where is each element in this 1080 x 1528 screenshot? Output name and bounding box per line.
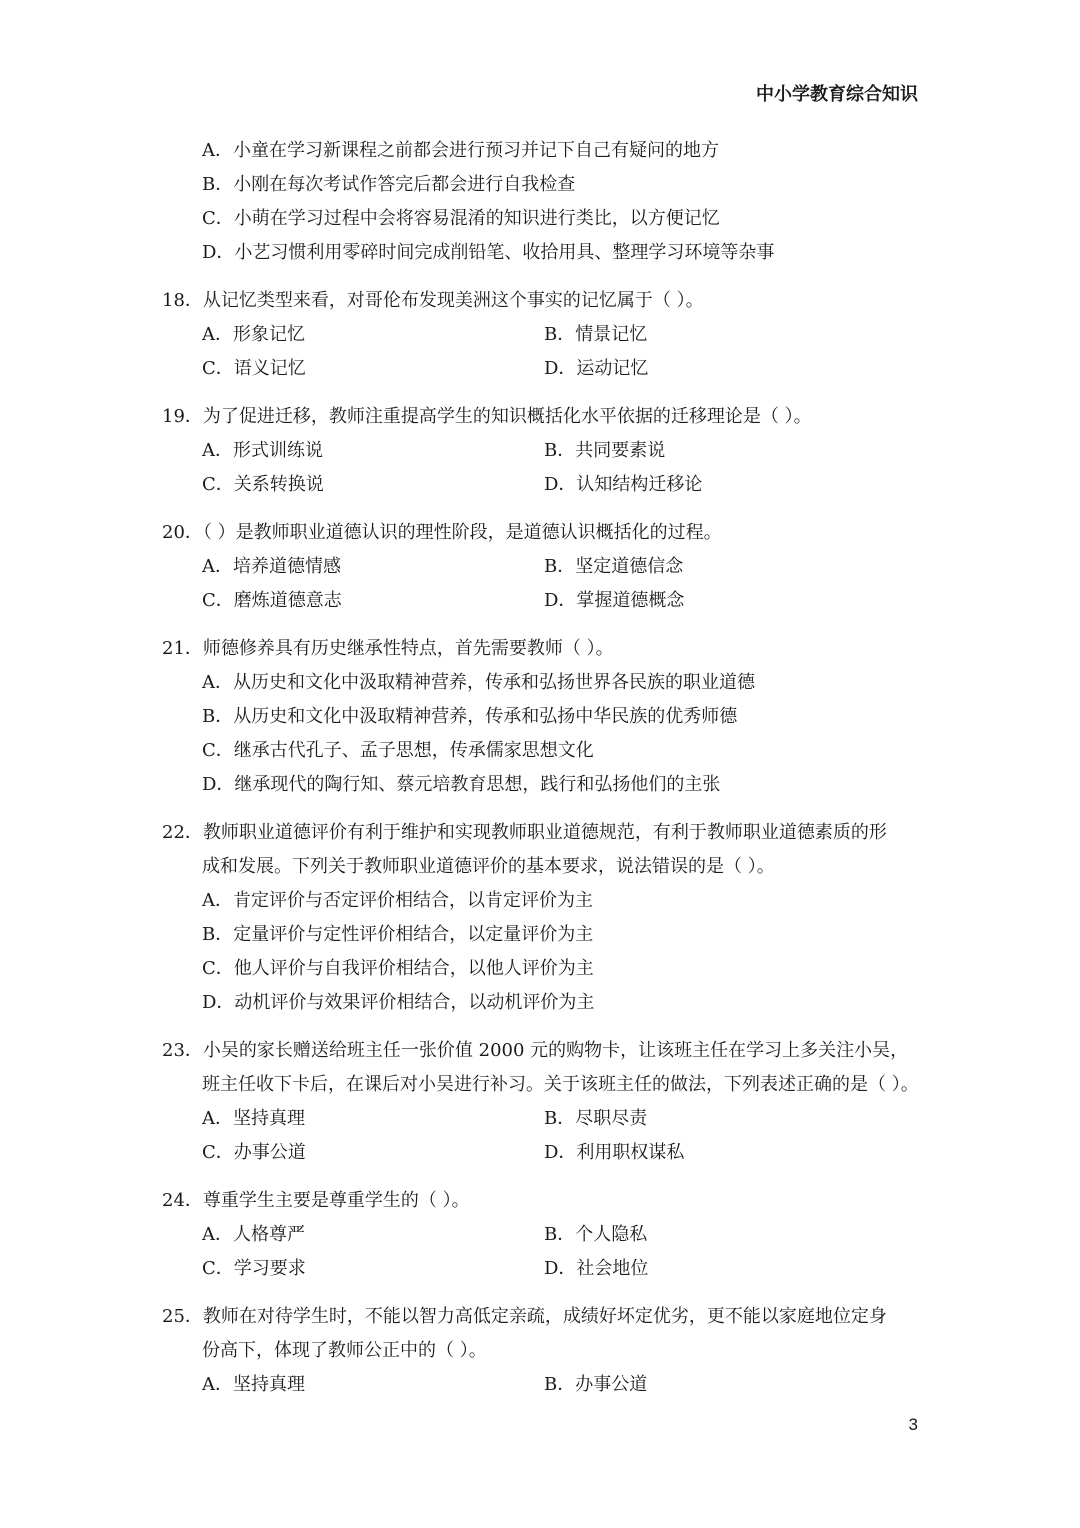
option-item: D．利用职权谋私: [544, 1142, 685, 1163]
question-stem: 20．（ ）是教师职业道德认识的理性阶段，是道德认识概括化的过程。: [162, 522, 722, 543]
option-row: [202, 1218, 932, 1252]
question-stem: 班主任收下卡后，在课后对小吴进行补习。关于该班主任的做法，下列表述正确的是（ ）。: [202, 1074, 919, 1095]
option-item: B．个人隐私: [544, 1224, 648, 1245]
option-item: A．形式训练说: [202, 440, 323, 461]
option-item: B．共同要素说: [544, 440, 666, 461]
option-row: [202, 1252, 932, 1286]
option-item: A．小童在学习新课程之前都会进行预习并记下自己有疑问的地方: [202, 140, 719, 161]
option-item: D．动机评价与效果评价相结合，以动机评价为主: [202, 992, 595, 1013]
option-row: [202, 1102, 932, 1136]
option-item: C．学习要求: [202, 1258, 306, 1279]
option-item: B．情景记忆: [544, 324, 648, 345]
option-item: C．他人评价与自我评价相结合，以他人评价为主: [202, 958, 594, 979]
option-item: B．定量评价与定性评价相结合，以定量评价为主: [202, 924, 594, 945]
question-stem: 18．从记忆类型来看，对哥伦布发现美洲这个事实的记忆属于（ ）。: [162, 290, 704, 311]
option-item: D．继承现代的陶行知、蔡元培教育思想，践行和弘扬他们的主张: [202, 774, 721, 795]
option-row: [202, 434, 932, 468]
option-item: C．继承古代孔子、孟子思想，传承儒家思想文化: [202, 740, 594, 761]
option-item: A．坚持真理: [202, 1374, 305, 1395]
question-list: [162, 134, 932, 1402]
option-item: A．培养道德情感: [202, 556, 341, 577]
lead-options: [162, 134, 932, 270]
question-stem: 份高下，体现了教师公正中的（ ）。: [202, 1340, 487, 1361]
option-row: [202, 1368, 932, 1402]
option-item: C．办事公道: [202, 1142, 306, 1163]
questions: [162, 284, 932, 1402]
question-block: [162, 1034, 932, 1170]
option-item: D．社会地位: [544, 1258, 649, 1279]
question-stem: 21．师德修养具有历史继承性特点，首先需要教师（ ）。: [162, 638, 614, 659]
question-block: [162, 516, 932, 618]
option-item: A．从历史和文化中汲取精神营养，传承和弘扬世界各民族的职业道德: [202, 672, 755, 693]
option-row: [202, 584, 932, 618]
option-item: C．语义记忆: [202, 358, 306, 379]
option-row: [202, 468, 932, 502]
option-item: A．肯定评价与否定评价相结合，以肯定评价为主: [202, 890, 593, 911]
option-item: A．人格尊严: [202, 1224, 305, 1245]
page-header: 中小学教育综合知识: [756, 84, 918, 105]
question-stem: 25．教师在对待学生时，不能以智力高低定亲疏，成绩好坏定优劣，更不能以家庭地位定身: [162, 1306, 887, 1327]
option-item: C．小萌在学习过程中会将容易混淆的知识进行类比，以方便记忆: [202, 208, 720, 229]
option-row: [202, 318, 932, 352]
option-item: A．坚持真理: [202, 1108, 305, 1129]
option-item: B．小刚在每次考试作答完后都会进行自我检查: [202, 174, 576, 195]
option-item: D．掌握道德概念: [544, 590, 685, 611]
option-item: B．办事公道: [544, 1374, 648, 1395]
question-block: [162, 632, 932, 802]
question-block: [162, 400, 932, 502]
option-item: D．小艺习惯利用零碎时间完成削铅笔、收拾用具、整理学习环境等杂事: [202, 242, 775, 263]
option-item: C．关系转换说: [202, 474, 324, 495]
option-item: B．尽职尽责: [544, 1108, 648, 1129]
question-block: [162, 816, 932, 1020]
option-item: A．形象记忆: [202, 324, 305, 345]
page-number: 3: [908, 1415, 918, 1434]
option-row: [202, 550, 932, 584]
option-item: B．坚定道德信念: [544, 556, 684, 577]
option-item: D．认知结构迁移论: [544, 474, 703, 495]
option-item: C．磨炼道德意志: [202, 590, 342, 611]
question-block: [162, 1300, 932, 1402]
question-block: [162, 284, 932, 386]
option-row: [202, 352, 932, 386]
question-stem: 24．尊重学生主要是尊重学生的（ ）。: [162, 1190, 470, 1211]
question-stem: 成和发展。下列关于教师职业道德评价的基本要求，说法错误的是（ ）。: [202, 856, 775, 877]
option-item: D．运动记忆: [544, 358, 649, 379]
option-row: [202, 1136, 932, 1170]
option-item: B．从历史和文化中汲取精神营养，传承和弘扬中华民族的优秀师德: [202, 706, 738, 727]
question-stem: 22．教师职业道德评价有利于维护和实现教师职业道德规范，有利于教师职业道德素质的形: [162, 822, 887, 843]
question-stem: 23．小吴的家长赠送给班主任一张价值 2000 元的购物卡，让该班主任在学习上多关注小吴，: [162, 1040, 909, 1061]
question-block: [162, 1184, 932, 1286]
question-stem: 19．为了促进迁移，教师注重提高学生的知识概括化水平依据的迁移理论是（ ）。: [162, 406, 812, 427]
